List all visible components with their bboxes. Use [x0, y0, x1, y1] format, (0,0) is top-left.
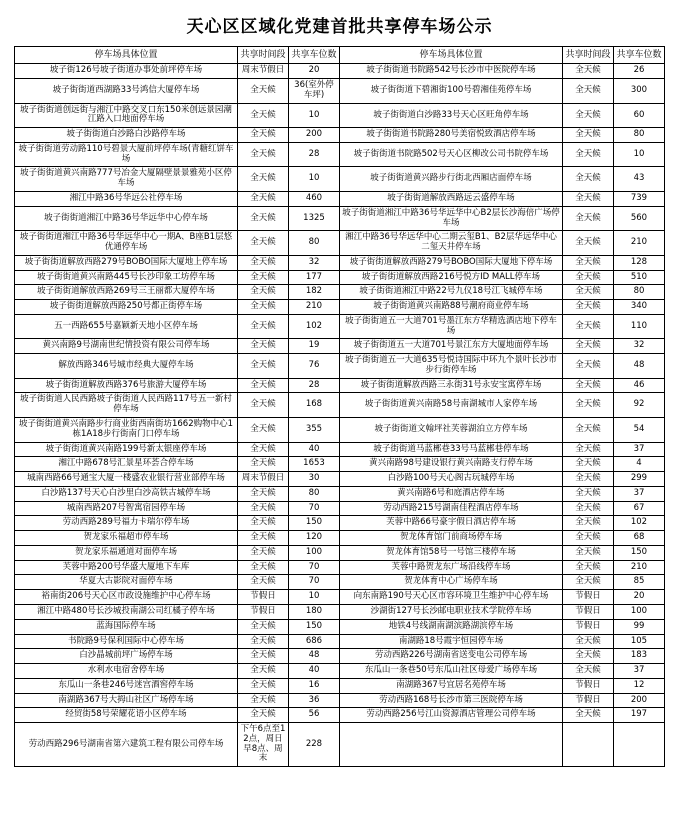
cell-count-right: 46	[613, 378, 664, 393]
header-time-right: 共享时间段	[562, 47, 613, 64]
cell-time-left: 全天候	[237, 314, 288, 339]
table-row	[15, 472, 665, 487]
cell-time-right: 全天候	[562, 649, 613, 664]
cell-count-left: 686	[288, 634, 339, 649]
cell-time-left: 全天候	[237, 649, 288, 664]
cell-count-left: 48	[288, 649, 339, 664]
cell-count-right: 85	[613, 575, 664, 590]
cell-location-right: 坡子街街道书院路502号天心区柳改公司书院停车场	[339, 142, 562, 167]
cell-location-left: 蓝海国际停车场	[15, 619, 238, 634]
cell-location-left: 劳动西路289号福力卡瑞尔停车场	[15, 516, 238, 531]
cell-time-left: 全天候	[237, 708, 288, 723]
cell-count-right: 99	[613, 619, 664, 634]
cell-count-right: 200	[613, 693, 664, 708]
cell-time-right: 全天候	[562, 128, 613, 143]
cell-location-left: 坡子街街道人民西路坡子街街道人民西路117号五一新村停车场	[15, 393, 238, 418]
cell-count-right: 37	[613, 442, 664, 457]
cell-location-right: 坡子街街道解放西路279号BOBO国际大厦地下停车场	[339, 255, 562, 270]
cell-count-left: 150	[288, 619, 339, 634]
cell-time-right	[562, 723, 613, 767]
cell-location-right: 坡子街街道黄兴南路88号潮府商业停车场	[339, 300, 562, 315]
cell-count-left: 36(室外停车坪)	[288, 79, 339, 104]
cell-count-right: 68	[613, 531, 664, 546]
cell-count-left: 70	[288, 501, 339, 516]
table-row	[15, 206, 665, 231]
cell-time-right: 全天候	[562, 206, 613, 231]
table-row	[15, 457, 665, 472]
table-row	[15, 604, 665, 619]
cell-count-right: 210	[613, 231, 664, 256]
cell-location-left: 南湖路367号大拇山社区广场停车场	[15, 693, 238, 708]
cell-location-left: 城南西路207号智寓宿园停车场	[15, 501, 238, 516]
cell-location-right: 贺龙体育馆门前商场停车场	[339, 531, 562, 546]
cell-count-right: 48	[613, 354, 664, 379]
table-row	[15, 723, 665, 767]
cell-count-left: 10	[288, 590, 339, 605]
cell-location-right: 芙蓉中路66号豪宇假日酒店停车场	[339, 516, 562, 531]
cell-time-right: 节假日	[562, 678, 613, 693]
cell-location-left: 坡子街街道黄兴南路777号冶金大厦隔壁景景雅苑小区停车场	[15, 167, 238, 192]
table-row	[15, 142, 665, 167]
cell-location-left: 湘江中路36号华远公社停车场	[15, 192, 238, 207]
cell-location-right: 芙蓉中路贺龙东广场沿线停车场	[339, 560, 562, 575]
cell-count-right: 37	[613, 664, 664, 679]
cell-time-right: 全天候	[562, 393, 613, 418]
cell-count-right: 560	[613, 206, 664, 231]
cell-location-right: 地铁4号线湖南湖滨路湖滨停车场	[339, 619, 562, 634]
cell-count-right: 102	[613, 516, 664, 531]
cell-count-right: 150	[613, 545, 664, 560]
cell-location-right: 劳动西路215号湖南佳程酒店停车场	[339, 501, 562, 516]
cell-time-right: 全天候	[562, 270, 613, 285]
cell-location-left: 坡子街街道黄兴南路步行商业街西南街坊1662购物中心1栋1A18步行街南门口停车场	[15, 418, 238, 443]
table-row	[15, 516, 665, 531]
cell-location-left: 裕南街206号天心区市政设施维护中心停车场	[15, 590, 238, 605]
cell-count-right: 340	[613, 300, 664, 315]
table-row	[15, 486, 665, 501]
header-count-right: 共享车位数	[613, 47, 664, 64]
cell-time-left: 全天候	[237, 678, 288, 693]
table-row	[15, 378, 665, 393]
table-row	[15, 300, 665, 315]
cell-count-right: 4	[613, 457, 664, 472]
cell-location-right	[339, 723, 562, 767]
cell-time-left: 全天候	[237, 270, 288, 285]
cell-count-left: 30	[288, 472, 339, 487]
cell-time-right: 全天候	[562, 354, 613, 379]
cell-time-right: 全天候	[562, 516, 613, 531]
cell-location-right: 坡子街街道黄兴南路58号南湖城市人家停车场	[339, 393, 562, 418]
table-row	[15, 418, 665, 443]
cell-time-left: 节假日	[237, 590, 288, 605]
cell-time-right: 节假日	[562, 590, 613, 605]
cell-location-right: 坡子街街道五一大道635号悦诗国际中环九个景叶长沙市步行街停车场	[339, 354, 562, 379]
table-row	[15, 634, 665, 649]
cell-location-right: 坡子街街道湘江中路36号华远华中心B2层长沙海倍广场停车场	[339, 206, 562, 231]
cell-location-right: 坡子街街道五一大道701号墨江东方华精选酒店地下停车场	[339, 314, 562, 339]
cell-location-right: 坡子街街道解放西路216号悦方ID MALL停车场	[339, 270, 562, 285]
cell-count-right: 43	[613, 167, 664, 192]
cell-count-right: 183	[613, 649, 664, 664]
cell-location-right: 坡子街街道书院路280号美宿悦致酒店停车场	[339, 128, 562, 143]
cell-time-left: 全天候	[237, 231, 288, 256]
cell-count-left: 40	[288, 442, 339, 457]
table-row	[15, 575, 665, 590]
cell-time-left: 全天候	[237, 693, 288, 708]
table-row	[15, 393, 665, 418]
cell-count-left: 56	[288, 708, 339, 723]
cell-count-left: 10	[288, 103, 339, 128]
table-row	[15, 708, 665, 723]
cell-location-left: 坡子街街道黄兴南路199号新太银座停车场	[15, 442, 238, 457]
cell-count-left: 150	[288, 516, 339, 531]
cell-time-left: 全天候	[237, 192, 288, 207]
cell-location-right: 坡子街街道解放西路远云盛停车场	[339, 192, 562, 207]
cell-time-right: 节假日	[562, 604, 613, 619]
cell-time-left: 全天候	[237, 516, 288, 531]
cell-location-left: 白沙晶城前坪广场停车场	[15, 649, 238, 664]
cell-count-right: 210	[613, 560, 664, 575]
cell-count-right: 739	[613, 192, 664, 207]
cell-time-left: 全天候	[237, 285, 288, 300]
table-row	[15, 664, 665, 679]
cell-location-right: 劳动西路256号江山资源酒店管理公司停车场	[339, 708, 562, 723]
cell-location-right: 坡子街街道湘江中路22号九仪18号江飞城停车场	[339, 285, 562, 300]
cell-count-right: 110	[613, 314, 664, 339]
cell-time-left: 全天候	[237, 486, 288, 501]
cell-time-right: 全天候	[562, 708, 613, 723]
cell-location-right: 东瓜山一条巷50号东瓜山社区母爱广场停车场	[339, 664, 562, 679]
cell-time-right: 全天候	[562, 192, 613, 207]
header-location-right: 停车场具体位置	[339, 47, 562, 64]
cell-location-left: 城南西路66号通宝大厦一楼盛农业银行营业部停车场	[15, 472, 238, 487]
table-row	[15, 231, 665, 256]
cell-count-right: 32	[613, 339, 664, 354]
cell-count-left: 100	[288, 545, 339, 560]
cell-time-right: 全天候	[562, 378, 613, 393]
table-row	[15, 619, 665, 634]
cell-location-right: 南湖路367号宜居名苑停车场	[339, 678, 562, 693]
cell-count-left: 80	[288, 231, 339, 256]
cell-time-left: 全天候	[237, 128, 288, 143]
cell-time-left: 全天候	[237, 531, 288, 546]
cell-time-right: 全天候	[562, 339, 613, 354]
cell-count-right: 20	[613, 590, 664, 605]
table-row	[15, 79, 665, 104]
table-row	[15, 354, 665, 379]
cell-time-right: 全天候	[562, 418, 613, 443]
cell-time-right: 节假日	[562, 693, 613, 708]
table-row	[15, 693, 665, 708]
cell-count-left: 16	[288, 678, 339, 693]
cell-time-right: 全天候	[562, 634, 613, 649]
cell-time-left: 全天候	[237, 619, 288, 634]
cell-count-right: 12	[613, 678, 664, 693]
cell-time-right: 全天候	[562, 486, 613, 501]
cell-count-right: 92	[613, 393, 664, 418]
cell-count-right: 80	[613, 128, 664, 143]
cell-time-right: 全天候	[562, 64, 613, 79]
cell-location-left: 经贸街58号荣耀花语小区停车场	[15, 708, 238, 723]
cell-count-left: 28	[288, 378, 339, 393]
cell-location-left: 书院路9号保利国际中心停车场	[15, 634, 238, 649]
cell-location-right: 坡子街街道解放西路三永街31号永安宝寓停车场	[339, 378, 562, 393]
cell-location-left: 坡子街街道劳动路110号碧景大厦前坪停车场(青糖红饼车场	[15, 142, 238, 167]
cell-count-left: 182	[288, 285, 339, 300]
cell-count-left: 168	[288, 393, 339, 418]
cell-time-left: 全天候	[237, 575, 288, 590]
cell-time-right: 全天候	[562, 545, 613, 560]
table-row	[15, 103, 665, 128]
table-row	[15, 545, 665, 560]
table-row	[15, 339, 665, 354]
cell-time-right: 全天候	[562, 457, 613, 472]
cell-location-left: 东瓜山一条巷246号迷宫酒窖停车场	[15, 678, 238, 693]
cell-time-right: 节假日	[562, 619, 613, 634]
cell-location-left: 坡子街街道西湖路33号鸿信大厦停车场	[15, 79, 238, 104]
cell-count-left: 1325	[288, 206, 339, 231]
cell-time-left: 全天候	[237, 457, 288, 472]
cell-location-right: 沙湖街127号长沙邮电职业技术学院停车场	[339, 604, 562, 619]
cell-time-left: 全天候	[237, 300, 288, 315]
cell-count-right: 299	[613, 472, 664, 487]
cell-location-left: 芙蓉中路200号华盛大厦地下车库	[15, 560, 238, 575]
cell-location-left: 坡子街街道黄兴南路445号长沙印象工坊停车场	[15, 270, 238, 285]
cell-count-left: 28	[288, 142, 339, 167]
cell-location-left: 坡子街街道白沙路白沙路停车场	[15, 128, 238, 143]
cell-time-left: 下午6点至12点，周日早8点、周末	[237, 723, 288, 767]
table-row	[15, 314, 665, 339]
cell-time-right: 全天候	[562, 314, 613, 339]
cell-time-left: 周末节假日	[237, 64, 288, 79]
cell-time-left: 全天候	[237, 79, 288, 104]
cell-count-right: 10	[613, 142, 664, 167]
cell-count-left: 102	[288, 314, 339, 339]
table-body	[15, 64, 665, 767]
cell-time-right: 全天候	[562, 442, 613, 457]
cell-count-right: 128	[613, 255, 664, 270]
table-row	[15, 64, 665, 79]
cell-time-left: 全天候	[237, 634, 288, 649]
cell-time-right: 全天候	[562, 300, 613, 315]
cell-location-left: 湘江中路480号长沙城投南湖公司红橘子停车场	[15, 604, 238, 619]
cell-count-left: 200	[288, 128, 339, 143]
cell-time-left: 全天候	[237, 393, 288, 418]
cell-location-right: 向东南路190号天心区市容环境卫生维护中心停车场	[339, 590, 562, 605]
cell-count-left: 40	[288, 664, 339, 679]
cell-time-left: 全天候	[237, 206, 288, 231]
cell-location-left: 坡子街街道湘江中路36号华远华中心一期A、B座B1层悠优通停车场	[15, 231, 238, 256]
table-row	[15, 167, 665, 192]
cell-location-left: 黄兴南路9号湖南世纪情投资有限公司停车场	[15, 339, 238, 354]
cell-count-right: 54	[613, 418, 664, 443]
cell-count-right: 26	[613, 64, 664, 79]
cell-count-left: 80	[288, 486, 339, 501]
cell-time-left: 全天候	[237, 142, 288, 167]
cell-time-right: 全天候	[562, 575, 613, 590]
cell-count-right: 100	[613, 604, 664, 619]
cell-count-left: 10	[288, 167, 339, 192]
cell-location-left: 坡子街126号坡子街道办事处前坪停车场	[15, 64, 238, 79]
cell-count-left: 20	[288, 64, 339, 79]
cell-location-right: 湘江中路36号华远华中心二期云玺B1、B2层华远华中心二玺天井停车场	[339, 231, 562, 256]
cell-time-left: 周末节假日	[237, 472, 288, 487]
cell-location-left: 劳动西路296号湖南省第六建筑工程有限公司停车场	[15, 723, 238, 767]
header-time-left: 共享时间段	[237, 47, 288, 64]
table-row	[15, 649, 665, 664]
cell-location-right: 坡子街街道黄兴路步行街北西厢店面停车场	[339, 167, 562, 192]
cell-location-left: 白沙路137号天心白沙里白沙高铁古城停车场	[15, 486, 238, 501]
cell-count-left: 1653	[288, 457, 339, 472]
cell-time-left: 全天候	[237, 442, 288, 457]
cell-location-right: 黄兴南路98号建设银行黄兴南路支行停车场	[339, 457, 562, 472]
cell-count-left: 32	[288, 255, 339, 270]
cell-location-left: 贺龙家乐福超市停车场	[15, 531, 238, 546]
cell-time-right: 全天候	[562, 501, 613, 516]
cell-time-right: 全天候	[562, 285, 613, 300]
cell-time-right: 全天候	[562, 531, 613, 546]
cell-location-right: 坡子街街道下碧湘街100号碧湘佳苑停车场	[339, 79, 562, 104]
cell-location-right: 坡子街街道白沙路33号天心区旺角停车场	[339, 103, 562, 128]
cell-location-left: 贺龙家乐福通道对面停车场	[15, 545, 238, 560]
table-row	[15, 255, 665, 270]
cell-time-left: 全天候	[237, 255, 288, 270]
cell-location-left: 湘江中路678号汇景星环荟合停车场	[15, 457, 238, 472]
cell-time-left: 全天候	[237, 545, 288, 560]
cell-count-right: 67	[613, 501, 664, 516]
cell-time-left: 全天候	[237, 378, 288, 393]
cell-time-right: 全天候	[562, 231, 613, 256]
table-header-row	[15, 47, 665, 64]
cell-count-right: 105	[613, 634, 664, 649]
cell-location-right: 坡子街街道五一大道701号景江东方大厦地面停车场	[339, 339, 562, 354]
cell-location-left: 坡子街街道创远街与湘江中路交叉口东150米创远景园潮江路入口地面停车场	[15, 103, 238, 128]
cell-location-right: 坡子街街道书院路542号长沙市中医院停车场	[339, 64, 562, 79]
cell-location-right: 劳动西路226号湖南省送变电公司停车场	[339, 649, 562, 664]
cell-location-right: 贺龙体育馆58号一号馆三楼停车场	[339, 545, 562, 560]
cell-location-left: 五一西路655号嘉颖新天地小区停车场	[15, 314, 238, 339]
cell-location-right: 白沙路100号天心阁古玩城停车场	[339, 472, 562, 487]
cell-count-right: 60	[613, 103, 664, 128]
cell-time-right: 全天候	[562, 255, 613, 270]
cell-location-left: 水利水电宿舍停车场	[15, 664, 238, 679]
cell-time-left: 节假日	[237, 604, 288, 619]
cell-time-left: 全天候	[237, 501, 288, 516]
cell-time-left: 全天候	[237, 664, 288, 679]
cell-location-right: 南湖路18号霞宇恒园停车场	[339, 634, 562, 649]
cell-time-left: 全天候	[237, 418, 288, 443]
table-row	[15, 285, 665, 300]
table-row	[15, 531, 665, 546]
cell-location-left: 坡子街街道解放西路279号BOBO国际大厦地上停车场	[15, 255, 238, 270]
cell-location-left: 坡子街街道湘江中路36号华远华中心停车场	[15, 206, 238, 231]
cell-count-left: 70	[288, 560, 339, 575]
table-row	[15, 128, 665, 143]
cell-location-left: 坡子街街道解放西路269号三王丽都大厦停车场	[15, 285, 238, 300]
cell-count-right	[613, 723, 664, 767]
cell-location-right: 坡子街街道文翰坪社芙蓉湖泊立方停车场	[339, 418, 562, 443]
cell-time-left: 全天候	[237, 339, 288, 354]
cell-location-left: 解放西路346号城市经典大厦停车场	[15, 354, 238, 379]
header-location-left: 停车场具体位置	[15, 47, 238, 64]
cell-count-right: 37	[613, 486, 664, 501]
cell-time-right: 全天候	[562, 167, 613, 192]
cell-location-right: 劳动西路168号长沙市第三医院停车场	[339, 693, 562, 708]
cell-count-left: 36	[288, 693, 339, 708]
cell-count-right: 197	[613, 708, 664, 723]
cell-time-right: 全天候	[562, 79, 613, 104]
parking-table	[14, 46, 665, 767]
table-row	[15, 270, 665, 285]
cell-count-left: 228	[288, 723, 339, 767]
cell-count-left: 355	[288, 418, 339, 443]
table-row	[15, 442, 665, 457]
table-row	[15, 678, 665, 693]
page-title: 天心区区域化党建首批共享停车场公示	[186, 17, 493, 37]
cell-location-right: 黄兴南路6号和庭酒店停车场	[339, 486, 562, 501]
cell-count-left: 76	[288, 354, 339, 379]
cell-time-right: 全天候	[562, 560, 613, 575]
table-row	[15, 192, 665, 207]
cell-time-right: 全天候	[562, 664, 613, 679]
table-row	[15, 560, 665, 575]
cell-time-right: 全天候	[562, 472, 613, 487]
cell-location-left: 华夏大古影院对面停车场	[15, 575, 238, 590]
cell-time-right: 全天候	[562, 103, 613, 128]
cell-time-left: 全天候	[237, 103, 288, 128]
cell-count-right: 510	[613, 270, 664, 285]
table-row	[15, 501, 665, 516]
cell-time-right: 全天候	[562, 142, 613, 167]
cell-count-left: 210	[288, 300, 339, 315]
cell-count-left: 460	[288, 192, 339, 207]
table-row	[15, 590, 665, 605]
cell-location-right: 贺龙体育中心广场停车场	[339, 575, 562, 590]
cell-time-left: 全天候	[237, 354, 288, 379]
cell-time-left: 全天候	[237, 167, 288, 192]
cell-count-right: 80	[613, 285, 664, 300]
cell-location-left: 坡子街街道解放西路250号都正街停车场	[15, 300, 238, 315]
cell-count-left: 180	[288, 604, 339, 619]
cell-time-left: 全天候	[237, 560, 288, 575]
cell-count-left: 177	[288, 270, 339, 285]
cell-count-left: 70	[288, 575, 339, 590]
cell-location-right: 坡子街街道马蓝郴巷33号马蓝郴巷停车场	[339, 442, 562, 457]
header-count-left: 共享车位数	[288, 47, 339, 64]
cell-location-left: 坡子街街道解放西路376号旅游大厦停车场	[15, 378, 238, 393]
cell-count-right: 300	[613, 79, 664, 104]
cell-count-left: 19	[288, 339, 339, 354]
cell-count-left: 120	[288, 531, 339, 546]
